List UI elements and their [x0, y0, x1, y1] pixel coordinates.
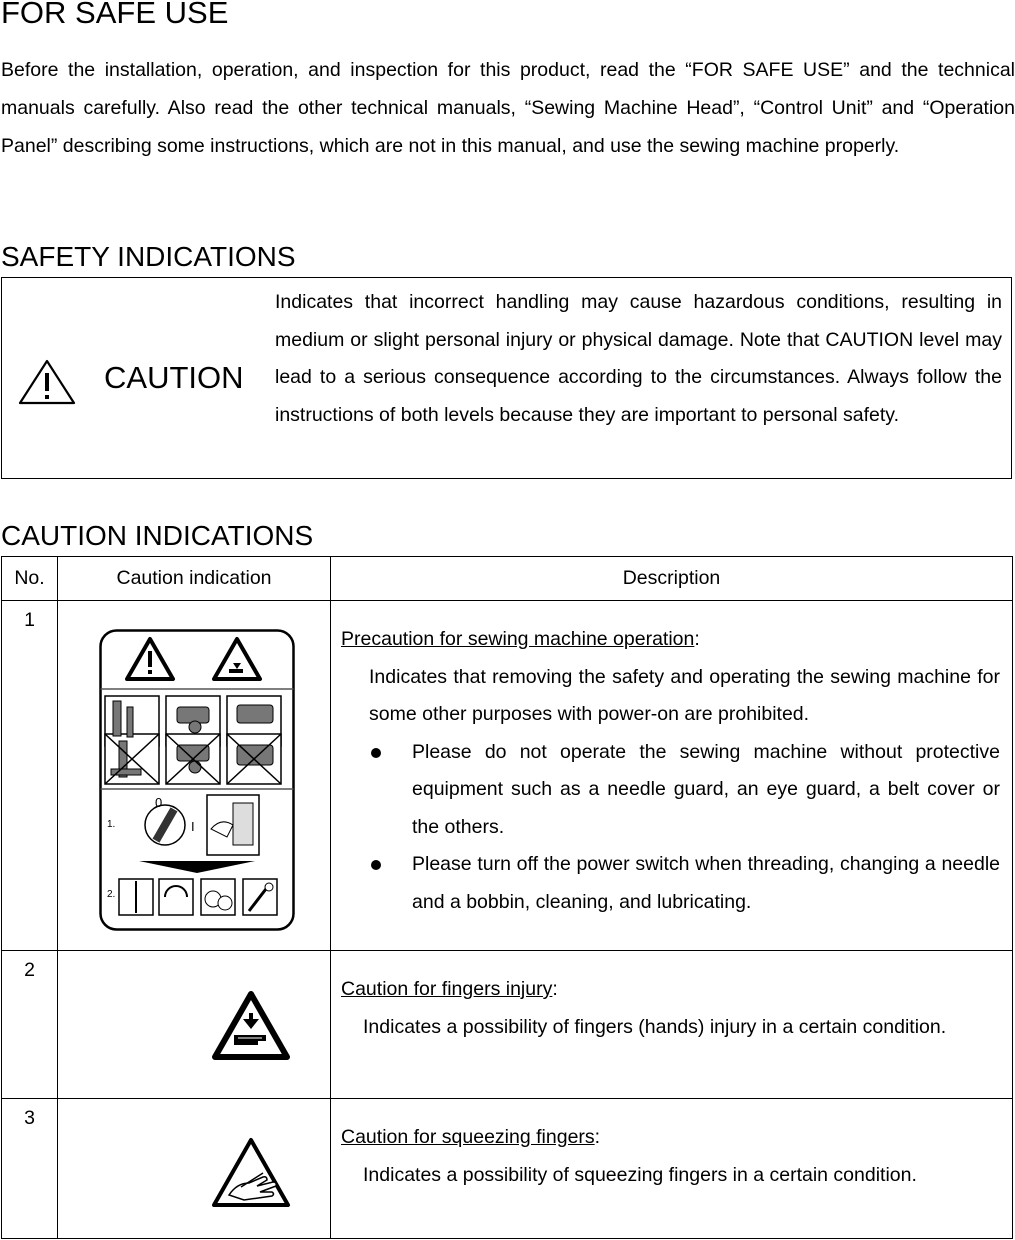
- warning-triangle-icon: [18, 359, 76, 405]
- caution-description: Indicates a possibility of squeezing fingers in a certain condition.: [363, 1163, 917, 1186]
- caution-title: Caution for fingers injury: [341, 978, 553, 1000]
- caution-heading: CAUTION INDICATIONS: [1, 520, 314, 551]
- row-number: 2: [2, 951, 58, 1099]
- caution-label: CAUTION: [104, 360, 244, 395]
- caution-table: [1, 556, 1013, 1239]
- step-label: 1.: [107, 819, 116, 830]
- col-header-indication: Caution indication: [58, 557, 331, 601]
- switch-off-mark: 0: [155, 795, 163, 810]
- safety-heading: SAFETY INDICATIONS: [1, 241, 296, 272]
- col-header-no: No.: [2, 557, 58, 601]
- safety-indication-box: [1, 277, 1012, 479]
- switch-on-mark: I: [191, 819, 195, 834]
- page-title: FOR SAFE USE: [1, 0, 229, 30]
- col-header-description: Description: [331, 557, 1013, 601]
- step-label: 2.: [107, 889, 116, 900]
- safety-description: Indicates that incorrect handling may cause hazardous conditions, resulting in medium or slight personal injury or physical damage. Note that CAUTION level may lead to a serious consequence according to the circumstances. Always follow the instructions of both levels because they are important to personal safety.: [275, 291, 1002, 426]
- table-row: 3 Caution for squeezing fingers: Indicates a possibility of squeezing fingers in a certain condition.: [2, 1099, 1013, 1239]
- list-item: Please turn off the power switch when threading, changing a needle and a bobbin, cleaning, and lubricating.: [369, 846, 1000, 921]
- caution-description: Indicates a possibility of fingers (hands) injury in a certain condition.: [363, 1015, 947, 1038]
- list-item: Please do not operate the sewing machine without protective equipment such as a needle guard, an eye guard, a belt cover or the others.: [369, 734, 1000, 847]
- intro-paragraph: Before the installation, operation, and inspection for this product, read the “FOR SAFE USE” and the technical manuals carefully. Also read the other technical manuals, “Sewing Machine Head”, “Control Unit” and “Operation Panel” describing some instructions, which are not in this manual, and use the sewing machine properly.: [1, 59, 1015, 157]
- caution-title: Caution for squeezing fingers: [341, 1126, 595, 1148]
- table-header-row: [2, 557, 1013, 601]
- table-row: 2 Caution for fingers injury: Indicates a possibility of fingers (hands) injury in a certain condition.: [2, 951, 1013, 1099]
- caution-description: Indicates that removing the safety and operating the sewing machine for some other purposes with power-on are prohibited.: [369, 665, 1000, 725]
- caution-label-panel-icon: [99, 629, 295, 931]
- finger-injury-triangle-icon: [212, 991, 290, 1061]
- finger-squeeze-triangle-icon: [211, 1137, 291, 1209]
- caution-title: Precaution for sewing machine operation: [341, 628, 695, 650]
- table-row: 1 1. 0 I 2. Precaution for sewing machine operation: Indicates that removing the safety and operating the sewing machine for some other purposes with power-on are prohibited. Please do not operate the sewing machine without protective equipment such as a needle guard, an eye guard, a belt cover or the others. Please turn off the power switch when threading, changing a needle and a bobbin, cleaning, and lubricating.: [2, 601, 1013, 951]
- row-number: 1: [2, 601, 58, 951]
- row-number: 3: [2, 1099, 58, 1239]
- caution-bullet-list: [341, 734, 1000, 922]
